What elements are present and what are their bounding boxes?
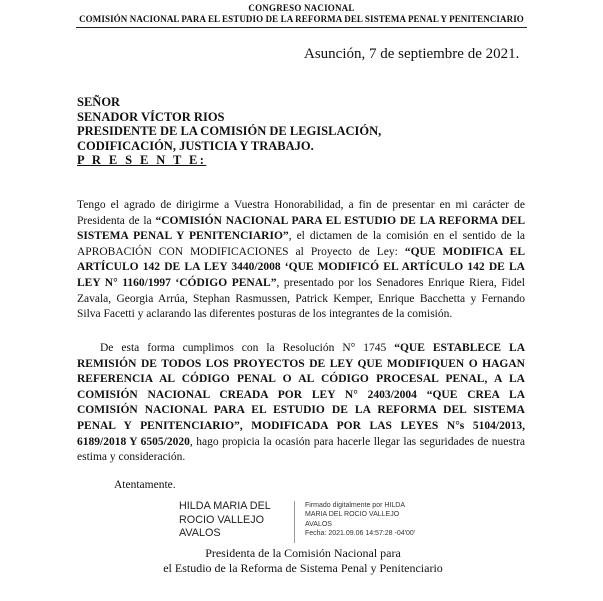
paragraph-text: , el dictamen de la comisión en el sentido de la APROBACIÓN CON MODIFICACIONES al Proyecto de Ley:	[77, 230, 526, 258]
paragraph-bold: “QUE MODIFICA EL ARTÍCULO 142 DE LA LEY 3440/2008 ‘QUE MODIFICÓ EL ARTÍCULO 142 DE LA LEY N° 1160/1997 ‘CÓDIGO PENAL”	[77, 245, 525, 289]
signature-divider	[294, 501, 295, 543]
letterhead-title: CONGRESO NACIONAL	[248, 3, 355, 13]
paragraph-bold: “QUE ESTABLECE LA REMISIÓN DE TODOS LOS PROYECTOS DE LEY QUE MODIFIQUEN O HAGAN REFERENCIA AL CÓDIGO PENAL O AL CÓDIGO PROCESAL PENAL, A LA COMISIÓN NACIONAL CREADA POR LEY N° 2403/2004 “QUE CREA LA COMISIÓN NACIONAL PARA EL ESTUDIO DE LA REFORMA DEL SISTEMA PENAL Y PENITENCIARIO”, MODIFICADA POR LAS LEYES N°s 5104/2013, 6189/2018 Y 6505/2020	[77, 342, 525, 448]
body-paragraph-2	[77, 341, 525, 466]
signature-name	[179, 500, 291, 541]
signature-name-line: HILDA MARIA DEL	[179, 500, 271, 512]
addressee-presente: P R E S E N T E:	[77, 153, 207, 168]
letter-date: Asunción, 7 de septiembre de 2021.	[304, 46, 520, 62]
signature-date: Fecha: 2021.09.06 14:57:28 -04'00'	[305, 530, 416, 538]
signature-meta-line: AVALOS	[305, 520, 332, 528]
signer-role	[140, 546, 466, 576]
closing-text: Atentamente.	[114, 479, 176, 491]
addressee-title-cont: CODIFICACIÓN, JUSTICIA Y TRABAJO.	[77, 138, 314, 153]
paragraph-bold: “COMISIÓN NACIONAL PARA EL ESTUDIO DE LA REFORMA DEL SISTEMA PENAL Y PENITENCIARIO”	[77, 214, 526, 243]
addressee-name: SENADOR VÍCTOR RIOS	[77, 109, 225, 124]
signature-meta-line: MARIA DEL ROCIO VALLEJO	[305, 511, 400, 519]
paragraph-text: , presentado por los Senadores Enrique Riera, Fidel Zavala, Georgia Arrúa, Stephan Rasmussen, Patrick Kemper, Enrique Bacchetta y Fernando Silva Facetti y aclarando las diferentes posturas de los integrantes de la comisión.	[77, 276, 525, 321]
signer-role-line: el Estudio de la Reforma de Sistema Penal y Penitenciario	[163, 561, 443, 575]
addressee-block	[77, 95, 381, 168]
letterhead-divider	[76, 27, 527, 28]
paragraph-text: De esta forma cumplimos con la Resolución N° 1745	[100, 342, 395, 354]
addressee-title: PRESIDENTE DE LA COMISIÓN DE LEGISLACIÓN,	[77, 124, 382, 139]
body-paragraph-1	[77, 198, 525, 323]
addressee-salutation: SEÑOR	[77, 95, 121, 109]
paragraph-text: , hago propicia la ocasión para hacerle llegar las seguridades de nuestra estima y consideración.	[77, 435, 526, 464]
signature-meta-line: Firmado digitalmente por HILDA	[305, 502, 405, 509]
letterhead-subtitle: COMISIÓN NACIONAL PARA EL ESTUDIO DE LA REFORMA DEL SISTEMA PENAL Y PENITENCIARIO	[79, 14, 524, 24]
signature-name-line: AVALOS	[179, 527, 221, 539]
signer-role-line: Presidenta de la Comisión Nacional para	[205, 546, 401, 560]
digital-signature-info	[305, 501, 445, 539]
signature-name-line: ROCIO VALLEJO	[179, 513, 264, 526]
paragraph-text: Tengo el agrado de dirigirme a Vuestra Honorabilidad, a fin de presentar en mi carácter de Presidenta de la	[77, 199, 525, 227]
